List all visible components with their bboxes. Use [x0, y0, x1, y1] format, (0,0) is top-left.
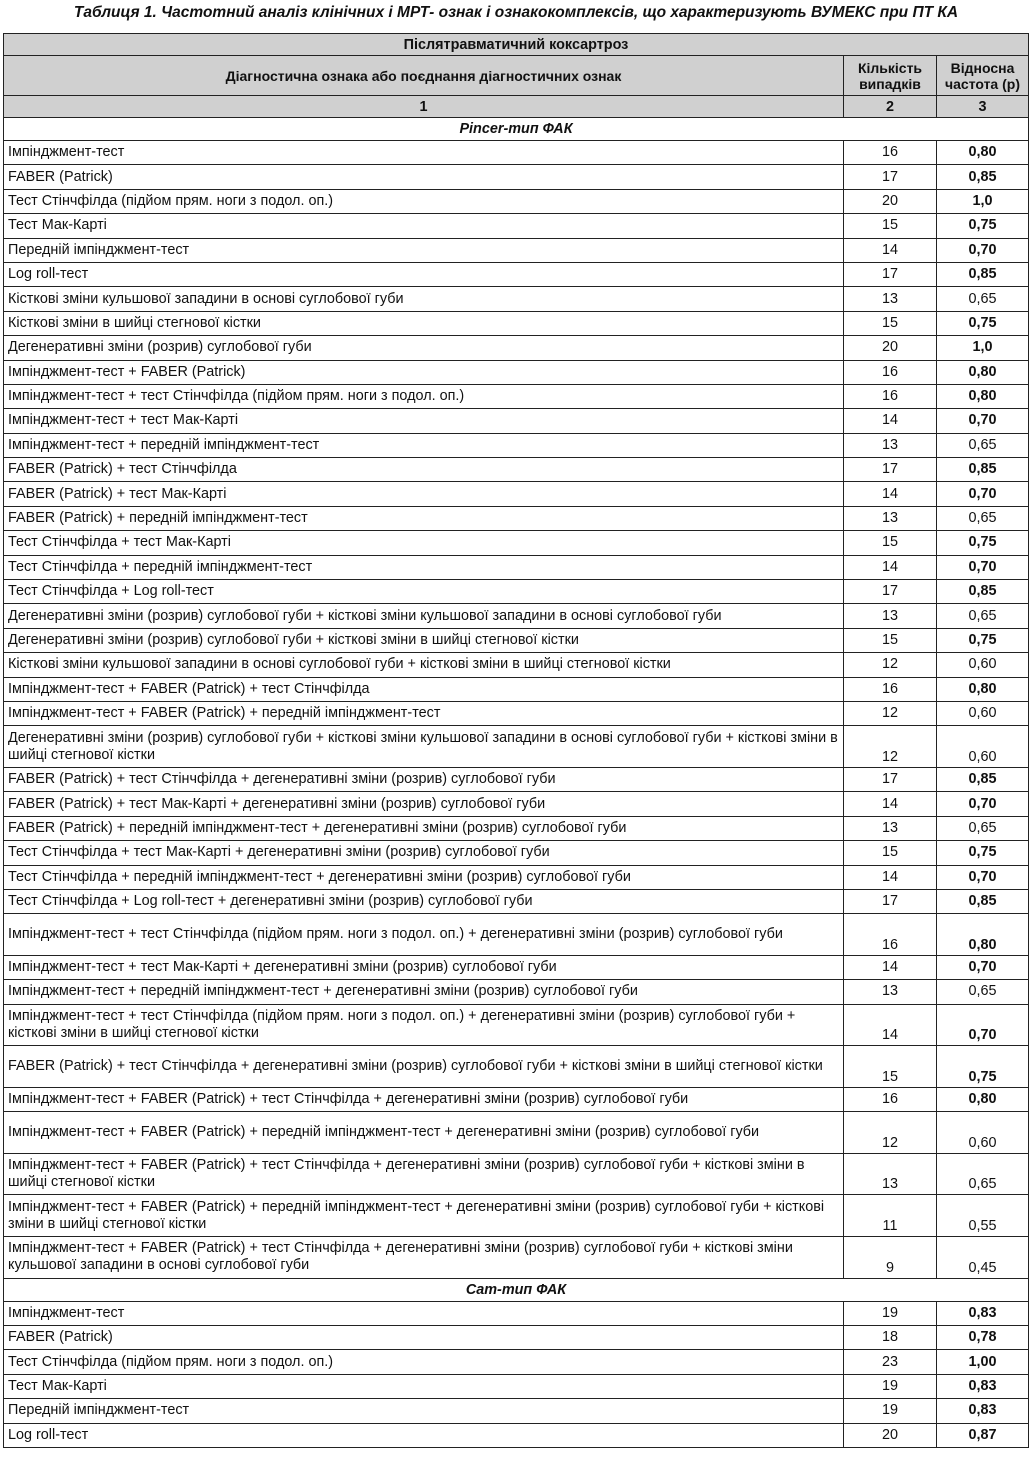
- cell-count: 20: [844, 189, 937, 213]
- frequency-table: [3, 33, 1029, 1448]
- cell-description: FABER (Patrick) + тест Стінчфілда: [4, 458, 844, 482]
- cell-description: Імпінджмент-тест + FABER (Patrick) + тест Стінчфілда + дегенеративні зміни (розрив) суглобової губи + кісткові зміни кульшової западини в основі суглобової губи: [4, 1237, 844, 1279]
- cell-description: Імпінджмент-тест + тест Мак-Карті: [4, 409, 844, 433]
- cell-frequency: 0,60: [937, 1112, 1029, 1154]
- cell-description: Дегенеративні зміни (розрив) суглобової губи: [4, 336, 844, 360]
- section-title: Pincer-тип ФАК: [4, 118, 1029, 141]
- cell-frequency: 0,75: [937, 1046, 1029, 1088]
- cell-frequency: 0,65: [937, 433, 1029, 457]
- col-number-1: 1: [4, 96, 844, 118]
- table-row: [4, 1374, 1029, 1398]
- cell-count: 17: [844, 889, 937, 913]
- cell-count: 14: [844, 955, 937, 979]
- cell-description: Імпінджмент-тест + FABER (Patrick) + тест Стінчфілда: [4, 677, 844, 701]
- cell-description: Тест Стінчфілда + тест Мак-Карті + дегенеративні зміни (розрив) суглобової губи: [4, 841, 844, 865]
- table-row: [4, 980, 1029, 1004]
- table-row: [4, 506, 1029, 530]
- table-row: [4, 531, 1029, 555]
- table-row: [4, 311, 1029, 335]
- table-row: [4, 580, 1029, 604]
- cell-count: 11: [844, 1195, 937, 1237]
- table-row: [4, 287, 1029, 311]
- table-row: [4, 677, 1029, 701]
- cell-frequency: 0,70: [937, 1004, 1029, 1046]
- cell-count: 15: [844, 1046, 937, 1088]
- cell-description: Log roll-тест: [4, 1423, 844, 1447]
- cell-count: 12: [844, 653, 937, 677]
- cell-description: FABER (Patrick): [4, 165, 844, 189]
- cell-count: 17: [844, 767, 937, 791]
- cell-frequency: 0,85: [937, 889, 1029, 913]
- cell-count: 13: [844, 980, 937, 1004]
- cell-frequency: 0,85: [937, 165, 1029, 189]
- cell-count: 17: [844, 262, 937, 286]
- cell-frequency: 0,80: [937, 384, 1029, 408]
- cell-count: 13: [844, 1153, 937, 1195]
- cell-frequency: 0,78: [937, 1326, 1029, 1350]
- cell-count: 16: [844, 384, 937, 408]
- cell-description: Імпінджмент-тест: [4, 141, 844, 165]
- cell-frequency: 0,55: [937, 1195, 1029, 1237]
- table-row: [4, 214, 1029, 238]
- cell-frequency: 0,80: [937, 1087, 1029, 1111]
- cell-count: 19: [844, 1374, 937, 1398]
- table-row: [4, 482, 1029, 506]
- table-row: [4, 384, 1029, 408]
- cell-description: FABER (Patrick) + передній імпінджмент-тест + дегенеративні зміни (розрив) суглобової губи: [4, 816, 844, 840]
- cell-frequency: 1,0: [937, 189, 1029, 213]
- cell-description: Тест Стінчфілда (підйом прям. ноги з подол. оп.): [4, 189, 844, 213]
- cell-count: 15: [844, 841, 937, 865]
- col-number-2: 2: [844, 96, 937, 118]
- table-row: [4, 604, 1029, 628]
- cell-count: 14: [844, 238, 937, 262]
- col-header-frequency: Відносна частота (p): [937, 56, 1029, 96]
- cell-count: 13: [844, 816, 937, 840]
- cell-frequency: 1,0: [937, 336, 1029, 360]
- cell-frequency: 0,80: [937, 141, 1029, 165]
- cell-count: 13: [844, 433, 937, 457]
- cell-count: 12: [844, 701, 937, 725]
- cell-frequency: 0,70: [937, 238, 1029, 262]
- cell-frequency: 0,45: [937, 1237, 1029, 1279]
- cell-count: 19: [844, 1399, 937, 1423]
- cell-description: Тест Стінчфілда + Log roll-тест: [4, 580, 844, 604]
- cell-count: 16: [844, 914, 937, 956]
- table-row: [4, 816, 1029, 840]
- table-row: [4, 141, 1029, 165]
- cell-description: Імпінджмент-тест + FABER (Patrick) + тест Стінчфілда + дегенеративні зміни (розрив) суглобової губи: [4, 1087, 844, 1111]
- table-body: [4, 118, 1029, 1448]
- cell-description: Дегенеративні зміни (розрив) суглобової губи + кісткові зміни кульшової западини в основі суглобової губи: [4, 604, 844, 628]
- cell-description: Log roll-тест: [4, 262, 844, 286]
- table-row: [4, 409, 1029, 433]
- cell-frequency: 0,70: [937, 865, 1029, 889]
- table-row: [4, 1112, 1029, 1154]
- cell-count: 15: [844, 628, 937, 652]
- cell-description: Тест Стінчфілда + передній імпінджмент-тест + дегенеративні зміни (розрив) суглобової губи: [4, 865, 844, 889]
- table-row: [4, 1399, 1029, 1423]
- cell-count: 13: [844, 287, 937, 311]
- cell-frequency: 0,70: [937, 482, 1029, 506]
- table-row: [4, 262, 1029, 286]
- cell-description: Передній імпінджмент-тест: [4, 1399, 844, 1423]
- table-row: [4, 360, 1029, 384]
- cell-frequency: 0,75: [937, 531, 1029, 555]
- table-row: [4, 189, 1029, 213]
- cell-frequency: 0,87: [937, 1423, 1029, 1447]
- table-row: [4, 1301, 1029, 1325]
- cell-frequency: 0,85: [937, 458, 1029, 482]
- cell-count: 14: [844, 865, 937, 889]
- cell-description: Кісткові зміни кульшової западини в основі суглобової губи: [4, 287, 844, 311]
- table-row: [4, 955, 1029, 979]
- cell-count: 16: [844, 1087, 937, 1111]
- table-row: [4, 458, 1029, 482]
- cell-count: 18: [844, 1326, 937, 1350]
- table-row: [4, 628, 1029, 652]
- cell-description: Дегенеративні зміни (розрив) суглобової губи + кісткові зміни кульшової западини в основі суглобової губи + кісткові зміни в шийці стегнової кістки: [4, 726, 844, 768]
- cell-description: Імпінджмент-тест + FABER (Patrick) + передній імпінджмент-тест: [4, 701, 844, 725]
- table-row: [4, 1326, 1029, 1350]
- cell-count: 14: [844, 1004, 937, 1046]
- cell-count: 23: [844, 1350, 937, 1374]
- cell-description: Кісткові зміни в шийці стегнової кістки: [4, 311, 844, 335]
- cell-count: 14: [844, 792, 937, 816]
- cell-description: Тест Стінчфілда (підйом прям. ноги з подол. оп.): [4, 1350, 844, 1374]
- cell-count: 16: [844, 677, 937, 701]
- cell-frequency: 0,70: [937, 792, 1029, 816]
- cell-frequency: 0,70: [937, 555, 1029, 579]
- col-number-3: 3: [937, 96, 1029, 118]
- cell-frequency: 0,80: [937, 677, 1029, 701]
- cell-frequency: 0,83: [937, 1374, 1029, 1398]
- cell-count: 16: [844, 360, 937, 384]
- cell-count: 20: [844, 336, 937, 360]
- cell-description: Імпінджмент-тест: [4, 1301, 844, 1325]
- cell-description: Кісткові зміни кульшової западини в основі суглобової губи + кісткові зміни в шийці стегнової кістки: [4, 653, 844, 677]
- cell-frequency: 0,85: [937, 262, 1029, 286]
- table-row: [4, 238, 1029, 262]
- cell-count: 17: [844, 165, 937, 189]
- cell-frequency: 0,70: [937, 409, 1029, 433]
- table-row: [4, 1046, 1029, 1088]
- section-title: Cam-тип ФАК: [4, 1278, 1029, 1301]
- section-row: [4, 1278, 1029, 1301]
- cell-count: 12: [844, 726, 937, 768]
- cell-frequency: 0,83: [937, 1399, 1029, 1423]
- cell-frequency: 0,70: [937, 955, 1029, 979]
- cell-description: Імпінджмент-тест + FABER (Patrick) + тест Стінчфілда + дегенеративні зміни (розрив) суглобової губи + кісткові зміни в шийці стегнової кістки: [4, 1153, 844, 1195]
- cell-count: 15: [844, 531, 937, 555]
- table-row: [4, 701, 1029, 725]
- cell-count: 17: [844, 580, 937, 604]
- cell-frequency: 0,85: [937, 580, 1029, 604]
- cell-description: Тест Стінчфілда + передній імпінджмент-тест: [4, 555, 844, 579]
- table-row: [4, 889, 1029, 913]
- cell-frequency: 0,83: [937, 1301, 1029, 1325]
- table-row: [4, 1350, 1029, 1374]
- cell-description: Дегенеративні зміни (розрив) суглобової губи + кісткові зміни в шийці стегнової кістки: [4, 628, 844, 652]
- cell-frequency: 0,60: [937, 726, 1029, 768]
- table-row: [4, 336, 1029, 360]
- cell-frequency: 0,60: [937, 701, 1029, 725]
- table-row: [4, 433, 1029, 457]
- cell-description: Передній імпінджмент-тест: [4, 238, 844, 262]
- cell-count: 13: [844, 604, 937, 628]
- cell-frequency: 0,75: [937, 214, 1029, 238]
- cell-frequency: 0,65: [937, 287, 1029, 311]
- table-row: [4, 914, 1029, 956]
- cell-description: FABER (Patrick) + передній імпінджмент-тест: [4, 506, 844, 530]
- cell-description: Тест Мак-Карті: [4, 1374, 844, 1398]
- cell-count: 15: [844, 214, 937, 238]
- table-row: [4, 865, 1029, 889]
- table-row: [4, 792, 1029, 816]
- cell-count: 9: [844, 1237, 937, 1279]
- cell-description: Імпінджмент-тест + передній імпінджмент-тест: [4, 433, 844, 457]
- section-row: [4, 118, 1029, 141]
- cell-description: Імпінджмент-тест + FABER (Patrick) + передній імпінджмент-тест + дегенеративні зміни (розрив) суглобової губи + кісткові зміни в шийці стегнової кістки: [4, 1195, 844, 1237]
- cell-count: 13: [844, 506, 937, 530]
- cell-frequency: 0,80: [937, 360, 1029, 384]
- table-row: [4, 767, 1029, 791]
- cell-count: 20: [844, 1423, 937, 1447]
- col-header-description: Діагностична ознака або поєднання діагностичних ознак: [4, 56, 844, 96]
- cell-description: Тест Стінчфілда + тест Мак-Карті: [4, 531, 844, 555]
- cell-frequency: 0,65: [937, 604, 1029, 628]
- cell-frequency: 0,65: [937, 816, 1029, 840]
- cell-count: 19: [844, 1301, 937, 1325]
- cell-count: 15: [844, 311, 937, 335]
- cell-description: FABER (Patrick) + тест Стінчфілда + дегенеративні зміни (розрив) суглобової губи: [4, 767, 844, 791]
- cell-description: Імпінджмент-тест + FABER (Patrick) + передній імпінджмент-тест + дегенеративні зміни (розрив) суглобової губи: [4, 1112, 844, 1154]
- table-row: [4, 1153, 1029, 1195]
- table-row: [4, 555, 1029, 579]
- cell-frequency: 0,75: [937, 628, 1029, 652]
- table-row: [4, 1423, 1029, 1447]
- cell-description: Імпінджмент-тест + тест Стінчфілда (підйом прям. ноги з подол. оп.) + дегенеративні зміни (розрив) суглобової губи + кісткові зміни в шийці стегнової кістки: [4, 1004, 844, 1046]
- table-caption: Таблиця 1. Частотний аналіз клінічних і МРТ- ознак і ознакокомплексів, що характеризують ВУМЕКС при ПТ КА: [73, 4, 959, 21]
- group-header: Післятравматичний коксартроз: [4, 34, 1029, 56]
- cell-description: Тест Мак-Карті: [4, 214, 844, 238]
- cell-frequency: 0,65: [937, 980, 1029, 1004]
- cell-count: 12: [844, 1112, 937, 1154]
- table-row: [4, 841, 1029, 865]
- table-row: [4, 726, 1029, 768]
- cell-description: Імпінджмент-тест + передній імпінджмент-тест + дегенеративні зміни (розрив) суглобової губи: [4, 980, 844, 1004]
- cell-description: Імпінджмент-тест + тест Стінчфілда (підйом прям. ноги з подол. оп.): [4, 384, 844, 408]
- cell-description: FABER (Patrick) + тест Мак-Карті + дегенеративні зміни (розрив) суглобової губи: [4, 792, 844, 816]
- cell-description: FABER (Patrick) + тест Стінчфілда + дегенеративні зміни (розрив) суглобової губи + кісткові зміни в шийці стегнової кістки: [4, 1046, 844, 1088]
- cell-frequency: 0,65: [937, 1153, 1029, 1195]
- cell-frequency: 0,65: [937, 506, 1029, 530]
- cell-count: 14: [844, 555, 937, 579]
- table-row: [4, 165, 1029, 189]
- cell-description: Тест Стінчфілда + Log roll-тест + дегенеративні зміни (розрив) суглобової губи: [4, 889, 844, 913]
- cell-count: 16: [844, 141, 937, 165]
- table-row: [4, 1237, 1029, 1279]
- table-row: [4, 1195, 1029, 1237]
- table-row: [4, 653, 1029, 677]
- cell-count: 14: [844, 482, 937, 506]
- cell-description: FABER (Patrick): [4, 1326, 844, 1350]
- cell-frequency: 1,00: [937, 1350, 1029, 1374]
- cell-description: Імпінджмент-тест + тест Мак-Карті + дегенеративні зміни (розрив) суглобової губи: [4, 955, 844, 979]
- table-row: [4, 1004, 1029, 1046]
- cell-frequency: 0,80: [937, 914, 1029, 956]
- cell-frequency: 0,85: [937, 767, 1029, 791]
- cell-description: FABER (Patrick) + тест Мак-Карті: [4, 482, 844, 506]
- cell-count: 17: [844, 458, 937, 482]
- cell-description: Імпінджмент-тест + FABER (Patrick): [4, 360, 844, 384]
- cell-count: 14: [844, 409, 937, 433]
- cell-description: Імпінджмент-тест + тест Стінчфілда (підйом прям. ноги з подол. оп.) + дегенеративні зміни (розрив) суглобової губи: [4, 914, 844, 956]
- cell-frequency: 0,75: [937, 841, 1029, 865]
- cell-frequency: 0,60: [937, 653, 1029, 677]
- col-header-count: Кількість випадків: [844, 56, 937, 96]
- cell-frequency: 0,75: [937, 311, 1029, 335]
- table-row: [4, 1087, 1029, 1111]
